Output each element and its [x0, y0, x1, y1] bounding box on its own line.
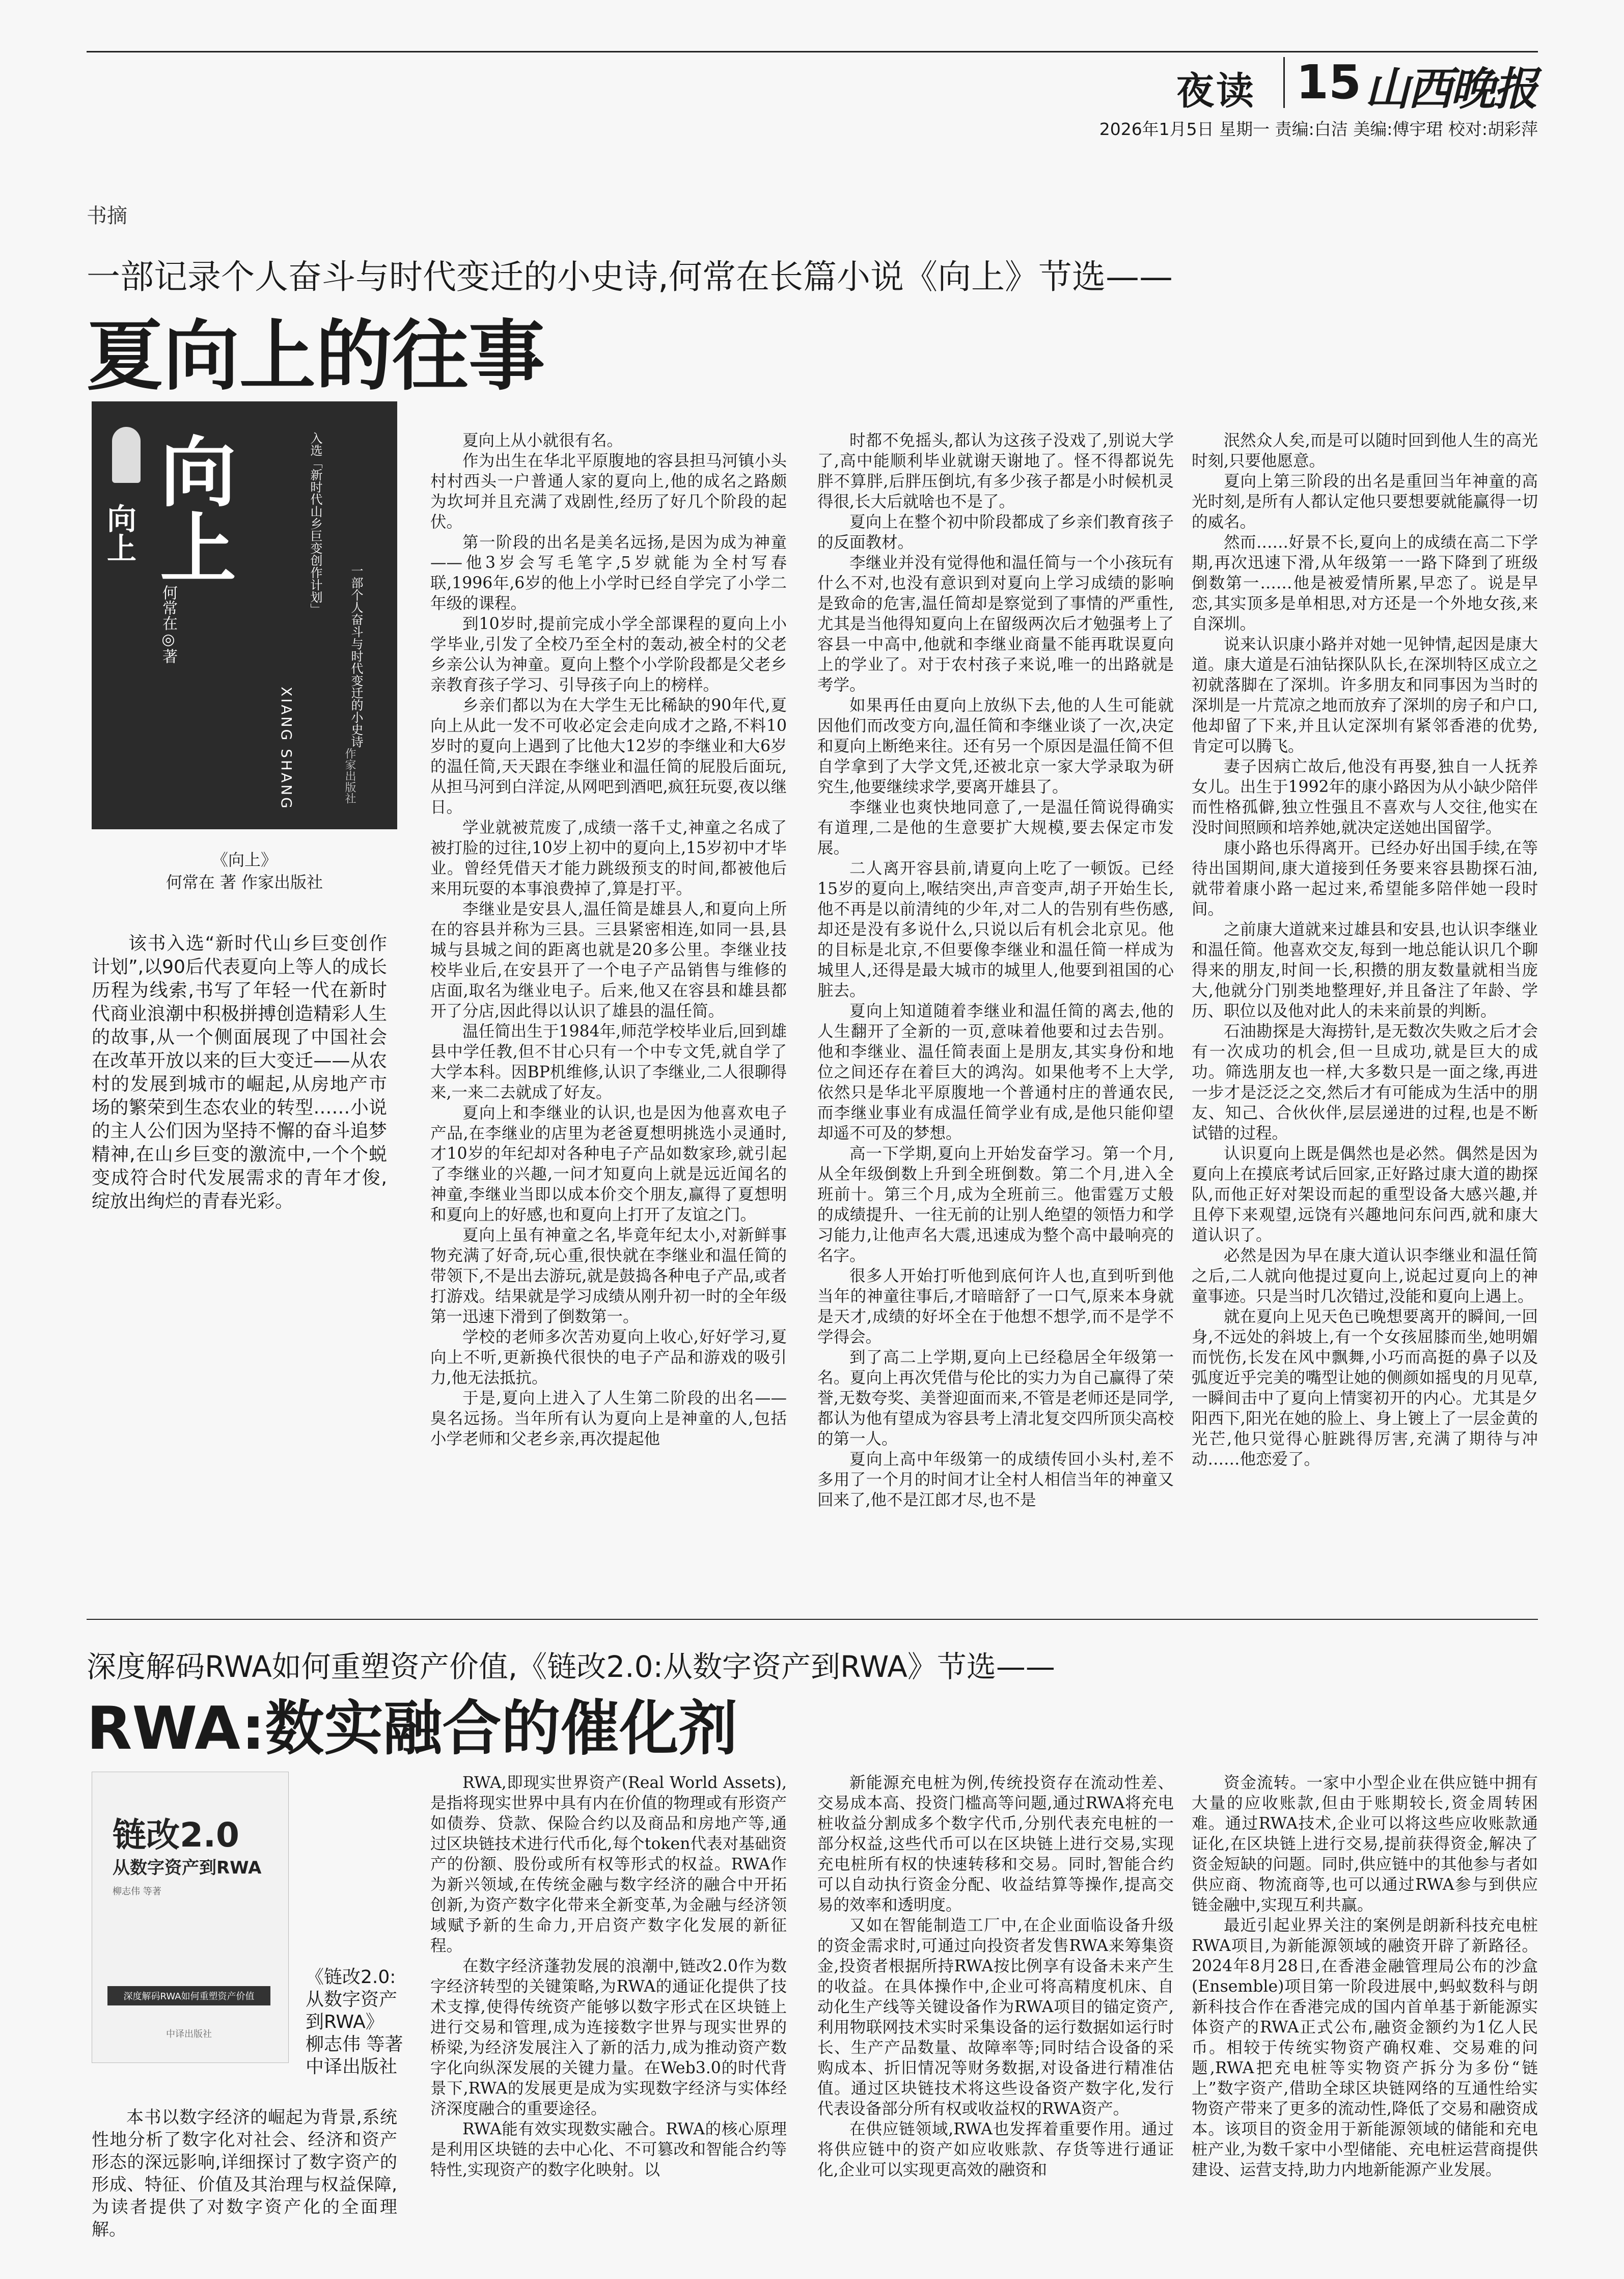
paragraph: 乡亲们都以为在大学生无比稀缺的90年代,夏向上从此一发不可收必定会走向成才之路,不料10岁时的夏向上遇到了比他大12岁的李继业和大6岁的温任简,天天跟在李继业和温任简的屁股后面玩,从担马河到白洋淀,从网吧到酒吧,疯狂玩耍,夜以继日。 [430, 696, 787, 817]
page-number: 15 [1296, 55, 1362, 110]
book-cover-xiangshang [92, 401, 397, 829]
cover-tagline: 一部个人奋斗与时代变迁的小史诗 [349, 564, 363, 748]
book2-caption-line: 到RWA》 [306, 2012, 384, 2032]
paragraph: 夏向上虽有神童之名,毕竟年纪太小,对新鲜事物充满了好奇,玩心重,很快就在李继业和温任简的带领下,不是出去游玩,就是鼓捣各种电子产品,或者打游戏。结果就是学习成绩从刚升初一时的全年级第一迅速下滑到了倒数第一。 [430, 1226, 787, 1326]
paragraph: 就在夏向上见天色已晚想要离开的瞬间,一回身,不远处的斜坡上,有一个女孩屈膝而坐,她明媚而恍伤,长发在风中飘舞,小巧而高挺的鼻子以及弧度近乎完美的嘴型让她的侧颜如摇曳的月见草,一瞬间击中了夏向上情窦初开的内心。尤其是夕阳西下,阳光在她的脸上、身上镀上了一层金黄的光芒,他只觉得心脏跳得厉害,充满了期待与冲动……他恋爱了。 [1192, 1308, 1538, 1469]
section-label: 书摘 [87, 204, 127, 228]
article1-headline: 夏向上的往事 [87, 312, 545, 401]
cover-series: 入选「新时代山乡巨变创作计划」 [308, 432, 322, 615]
issue-info: 2026年1月5日 星期一 责编:白洁 美编:傅宇珺 校对:胡彩萍 [1099, 119, 1538, 139]
book2-caption-line: 柳志伟 等著 [306, 2034, 403, 2055]
paragraph: 最近引起业界关注的案例是朗新科技充电桩RWA项目,为新能源领域的融资开辟了新路径。2024年8月28日,在香港金融管理局公布的沙盒(Ensemble)项目第一阶段进展中,蚂蚁数科与朗新科技合作在香港完成的国内首单基于新能源实体资产的RWA正式公布,融资金额约为1亿人民币。相较于传统实物资产确权难、交易难的问题,RWA把充电桩等实物资产拆分为多份“链上”数字资产,借助全球区块链网络的互通性给实物资产带来了更多的流动性,降低了交易和融资成本。该项目的资金用于新能源领域的储能和充电桩产业,为数千家中小型储能、充电桩运营商提供建设、运营支持,助力内地新能源产业发展。 [1192, 1916, 1538, 2179]
paragraph: 很多人开始打听他到底何许人也,直到听到他当年的神童往事后,才暗暗舒了一口气,原来本身就是天才,成绩的好坏全在于他想不想学,而不是学不学得会。 [817, 1267, 1174, 1346]
paragraph: 新能源充电桩为例,传统投资存在流动性差、交易成本高、投资门槛高等问题,通过RWA将充电桩收益分割成多个数字代币,分别代表充电桩的一部分权益,这些代币可以在区块链上进行交易,实现充电桩所有权的快速转移和交易。同时,智能合约可以自动执行资金分配、收益结算等操作,提高交易的效率和透明度。 [817, 1774, 1174, 1914]
paragraph: 李继业并没有觉得他和温任简与一个小孩玩有什么不对,也没有意识到对夏向上学习成绩的影响是致命的危害,温任简却是察觉到了事情的严重性,尤其是当他得知夏向上在留级两次后才勉强考上了容县一中高中,他就和李继业商量不能再耽误夏向上的学业了。对于农村孩子来说,唯一的出路就是考学。 [817, 554, 1174, 694]
paragraph: 又如在智能制造工厂中,在企业面临设备升级的资金需求时,可通过向投资者发售RWA来筹集资金,投资者根据所持RWA按比例享有设备未来产生的收益。在具体操作中,企业可将高精度机床、自动化生产线等关键设备作为RWA项目的锚定资产,利用物联网技术实时采集设备的运行数据如运行时长、生产产品数量、故障率等;同时结合设备的采购成本、折旧情况等财务数据,对设备进行精准估值。通过区块链技术将这些设备资产数字化,发行代表设备部分所有权或收益权的RWA资产。 [817, 1916, 1174, 2118]
cover-publisher: 作家出版社 [343, 748, 356, 804]
paragraph: 到了高二上学期,夏向上已经稳居全年级第一名。夏向上再次凭借与伦比的实力为自己赢得了荣誉,无数夸奖、美誉迎面而来,不管是老师还是同学,都认为他有望成为容县考上清北复交四所顶尖高校的第一人。 [817, 1348, 1174, 1448]
book2-caption-line: 《链改2.0: [306, 1967, 396, 1988]
paragraph: 如果再任由夏向上放纵下去,他的人生可能就因他们而改变方向,温任简和李继业谈了一次,决定和夏向上断绝来往。还有另一个原因是温任简不但自学拿到了大学文凭,还被北京一家大学录取为研究生,他要继续求学,要离开雄县了。 [817, 696, 1174, 796]
paragraph: 妻子因病亡故后,他没有再娶,独自一人抚养女儿。出生于1992年的康小路因为从小缺少陪伴而性格孤僻,独立性强且不喜欢与人交往,他实在没时间照顾和培养她,就决定送她出国留学。 [1192, 757, 1538, 837]
paragraph: 在数字经济蓬勃发展的浪潮中,链改2.0作为数字经济转型的关键策略,为RWA的通证化提供了技术支撑,使得传统资产能够以数字形式在区块链上进行交易和管理,成为连接数字世界与现实世界的桥梁,为经济发展注入了新的活力,成为推动资产数字化向纵深发展的关键力量。在Web3.0的时代背景下,RWA的发展更是成为实现数字经济与实体经济深度融合的重要途径。 [430, 1957, 787, 2118]
paragraph: 夏向上和李继业的认识,也是因为他喜欢电子产品,在李继业的店里为老爸夏想明挑选小灵通时,才10岁的年纪却对各种电子产品如数家珍,就引起了李继业的兴趣,一问才知夏向上就是远近闻名的神童,李继业当即以成本价交个朋友,赢得了夏想明和夏向上的好感,也和夏向上打开了友谊之门。 [430, 1104, 787, 1224]
paragraph: 康小路也乐得离开。已经办好出国手续,在等待出国期间,康大道接到任务要来容县勘探石油,就带着康小路一起过来,希望能多陪伴她一段时间。 [1192, 839, 1538, 918]
paragraph: 在供应链领域,RWA也发挥着重要作用。通过将供应链中的资产如应收账款、存货等进行通证化,企业可以实现更高效的融资和 [817, 2120, 1174, 2179]
article2-kicker: 深度解码RWA如何重塑资产价值,《链改2.0:从数字资产到RWA》节选—— [87, 1649, 1055, 1684]
paragraph: 之前康大道就来过雄县和安县,也认识李继业和温任简。他喜欢交友,每到一地总能认识几个聊得来的朋友,时间一长,积攒的朋友数量就相当庞大,他就分门别类地整理好,并且备注了年龄、学历、职位以及他对此人的未来前景的判断。 [1192, 920, 1538, 1020]
paragraph: 夏向上在整个初中阶段都成了乡亲们教育孩子的反面教材。 [817, 513, 1174, 552]
paragraph: 说来认识康小路并对她一见钟情,起因是康大道。康大道是石油钻探队队长,在深圳特区成立之初就落脚在了深圳。许多朋友和同事因为当时的深圳是一片荒凉之地而放弃了深圳的房子和户口,他却留了下来,并且认定深圳有紧邻香港的优势,肯定可以腾飞。 [1192, 635, 1538, 755]
paragraph: 泯然众人矣,而是可以随时回到他人生的高光时刻,只要他愿意。 [1192, 431, 1538, 470]
article2-column-2 [817, 1773, 1174, 2262]
book1-caption-title: 《向上》 [211, 850, 277, 870]
article-separator [87, 1619, 1538, 1620]
paragraph: 夏向上第三阶段的出名是重回当年神童的高光时刻,是所有人都认定他只要想要就能赢得一切的威名。 [1192, 472, 1538, 531]
paragraph: RWA能有效实现数实融合。RWA的核心原理是利用区块链的去中心化、不可篡改和智能合约等特性,实现资产的数字化映射。以 [430, 2120, 787, 2179]
paragraph: 夏向上高中年级第一的成绩传回小头村,差不多用了一个月的时间才让全村人相信当年的神童又回来了,他不是江郎才尽,也不是 [817, 1450, 1174, 1509]
paragraph: 李继业是安县人,温任简是雄县人,和夏向上所在的容县并称为三县。三县紧密相连,如同一县,县城与县城之间的距离也就是20多公里。李继业技校毕业后,在安县开了一个电子产品销售与维修的店面,取名为继业电子。后来,他又在容县和雄县都开了分店,因此得以认识了雄县的温任简。 [430, 900, 787, 1020]
book2-intro: 本书以数字经济的崛起为背景,系统性地分析了数字化对社会、经济和资产形态的深远影响,详细探讨了数字资产的形成、特征、价值及其治理与权益保障,为读者提供了对数字资产化的全面理解。 [92, 2107, 397, 2240]
article1-column-3 [1192, 430, 1538, 1607]
article2-headline: RWA:数实融合的催化剂 [87, 1694, 738, 1763]
paragraph: 资金流转。一家中小型企业在供应链中拥有大量的应收账款,但由于账期较长,资金周转困难。通过RWA技术,企业可以将这些应收账款通证化,在区块链上进行交易,提前获得资金,解决了资金短缺的问题。同时,供应链中的其他参与者如供应商、物流商等,也可以通过RWA参与到供应链金融中,实现互利共赢。 [1192, 1774, 1538, 1914]
paragraph: 时都不免摇头,都认为这孩子没戏了,别说大学了,高中能顺利毕业就谢天谢地了。怪不得都说先胖不算胖,后胖压倒坑,有多少孩子都是小时候机灵得很,长大后就啥也不是了。 [817, 431, 1174, 511]
paragraph: 学校的老师多次苦劝夏向上收心,好好学习,夏向上不听,更新换代很快的电子产品和游戏的吸引力,他无法抵抗。 [430, 1328, 787, 1387]
paragraph: 于是,夏向上进入了人生第二阶段的出名——臭名远扬。当年所有认为夏向上是神童的人,包括小学老师和父老乡亲,再次提起他 [430, 1389, 787, 1448]
article1-kicker: 一部记录个人奋斗与时代变迁的小史诗,何常在长篇小说《向上》节选—— [87, 257, 1173, 296]
cover2-subtitle: 从数字资产到RWA [113, 1858, 262, 1878]
article1-column-2 [817, 430, 1174, 1607]
article2-column-3 [1192, 1773, 1538, 2262]
paragraph: 到10岁时,提前完成小学全部课程的夏向上小学毕业,引发了全校乃至全村的轰动,被全村的父老乡亲公认为神童。夏向上整个小学阶段都是父老乡亲教育孩子学习、引导孩子向上的榜样。 [430, 615, 787, 694]
paragraph: 作为出生在华北平原腹地的容县担马河镇小头村村西头一户普通人家的夏向上,他的成名之路颇为坎坷并且充满了戏剧性,经历了好几个阶段的起伏。 [430, 452, 787, 531]
book1-caption-info: 何常在 著 作家出版社 [166, 873, 323, 892]
paragraph: 然而……好景不长,夏向上的成绩在高二下学期,再次迅速下滑,从年级第一一路下降到了班级倒数第一……他是被爱情所累,早恋了。说是早恋,其实顶多是单相思,对方还是一个外地女孩,来自深圳。 [1192, 533, 1538, 633]
book-cover-lianggai [92, 1772, 289, 2063]
paragraph: 高一下学期,夏向上开始发奋学习。第一个月,从全年级倒数上升到全班倒数。第二个月,进入全班前十。第三个月,成为全班前三。他雷霆万丈般的成绩提升、一往无前的让别人绝望的领悟力和学习能力,让他声名大震,迅速成为整个高中最响亮的名字。 [817, 1145, 1174, 1265]
paragraph: 夏向上从小就很有名。 [462, 431, 623, 450]
paragraph: 学业就被荒废了,成绩一落千丈,神童之名成了被打脸的过往,10岁上初中的夏向上,15岁初中才毕业。曾经凭借天才能力跳级预支的时间,都被他后来用玩耍的本事浪费掉了,算是打平。 [430, 819, 787, 898]
section-name: 夜读 [1176, 69, 1256, 113]
paragraph: 石油勘探是大海捞针,是无数次失败之后才会有一次成功的机会,但一旦成功,就是巨大的成功。筛选朋友也一样,大多数只是一面之缘,再进一步才是泛泛之交,然后才有可能成为生活中的朋友、知己、合伙伙伴,层层递进的过程,也是不断试错的过程。 [1192, 1022, 1538, 1143]
paragraph: 温任简出生于1984年,师范学校毕业后,回到雄县中学任教,但不甘心只有一个中专文凭,就自学了大学本科。因BP机维修,认识了李继业,二人很聊得来,一来二去就成了好友。 [430, 1022, 787, 1102]
book2-caption-line: 中译出版社 [306, 2056, 398, 2077]
cover2-authors: 柳志伟 等著 [113, 1886, 161, 1897]
book1-intro: 该书入选“新时代山乡巨变创作计划”,以90后代表夏向上等人的成长历程为线索,书写了年轻一代在新时代商业浪潮中积极拼搏创造精彩人生的故事,从一个侧面展现了中国社会在改革开放以来的巨大变迁——从农村的发展到城市的崛起,从房地产市场的繁荣到生态农业的转型……小说的主人公们因为坚持不懈的奋斗追梦精神,在山乡巨变的激流中,一个个蜕变成符合时代发展需求的青年才俊,绽放出绚烂的青春光彩。 [92, 933, 387, 1212]
paragraph: 二人离开容县前,请夏向上吃了一顿饭。已经15岁的夏向上,喉结突出,声音变声,胡子开始生长,他不再是以前清纯的少年,对二人的告别有些伤感,却还是没有多说什么,只说以后有机会北京见。他的目标是北京,不但要像李继业和温任简一样成为城里人,还得是最大城市的城里人,他要到祖国的心脏去。 [817, 859, 1174, 1000]
cover-big-title: 向上 [147, 432, 235, 585]
article1-column-1 [430, 430, 787, 1607]
paragraph: 必然是因为早在康大道认识李继业和温任简之后,二人就向他提过夏向上,说起过夏向上的神童事迹。只是当时几次错过,没能和夏向上遇上。 [1192, 1246, 1538, 1306]
book2-caption-line: 从数字资产 [306, 1989, 398, 2010]
article2-column-1 [430, 1773, 787, 2262]
paragraph: 李继业也爽快地同意了,一是温任简说得确实有道理,二是他的生意要扩大规模,要去保定市发展。 [817, 798, 1174, 857]
paragraph: 第一阶段的出名是美名远扬,是因为成为神童——他3岁会写毛笔字,5岁就能为全村写春联,1996年,6岁的他上小学时已经自学完了小学二年级的课程。 [430, 533, 787, 613]
cover2-publisher: 中译出版社 [166, 2029, 212, 2040]
paragraph: RWA,即现实世界资产(Real World Assets),是指将现实世界中具有内在价值的物理或有形资产如债券、贷款、保险合约以及商品和房地产等,通过区块链技术进行代币化,每个token代表对基础资产的份额、股份或所有权等形式的权益。RWA作为新兴领域,在传统金融与数字经济的融合中开拓创新,为资产数字化带来全新变革,为金融与经济领域赋予新的生命力,开启资产数字化发展的新征程。 [430, 1774, 787, 1955]
cover-spine-title: 向上 [102, 503, 136, 562]
book2-caption [306, 1966, 428, 2078]
masthead-divider [1283, 57, 1285, 108]
cover2-tagline: 深度解码RWA如何重塑资产价值 [107, 1986, 270, 2005]
cover2-title: 链改2.0 [113, 1815, 239, 1855]
top-rule [87, 51, 1538, 52]
newspaper-logo: 山西晚报 [1365, 62, 1536, 115]
paragraph: 夏向上知道随着李继业和温任简的离去,他的人生翻开了全新的一页,意味着他要和过去告别。他和李继业、温任简表面上是朋友,其实身份和地位之间还存在着巨大的鸿沟。如果他考不上大学,依然只是华北平原腹地一个普通村庄的普通农民,而李继业事业有成温任简学业有成,是他只能仰望却遥不可及的梦想。 [817, 1002, 1174, 1143]
paragraph: 认识夏向上既是偶然也是必然。偶然是因为夏向上在摸底考试后回家,正好路过康大道的勘探队,而他正好对架设而起的重型设备大感兴趣,并且停下来观望,远饶有兴趣地问东问西,就和康大道认识了。 [1192, 1145, 1538, 1244]
cover-pinyin: XIANG SHANG [278, 687, 295, 810]
cover-author: 何常在◎著 [159, 585, 177, 664]
